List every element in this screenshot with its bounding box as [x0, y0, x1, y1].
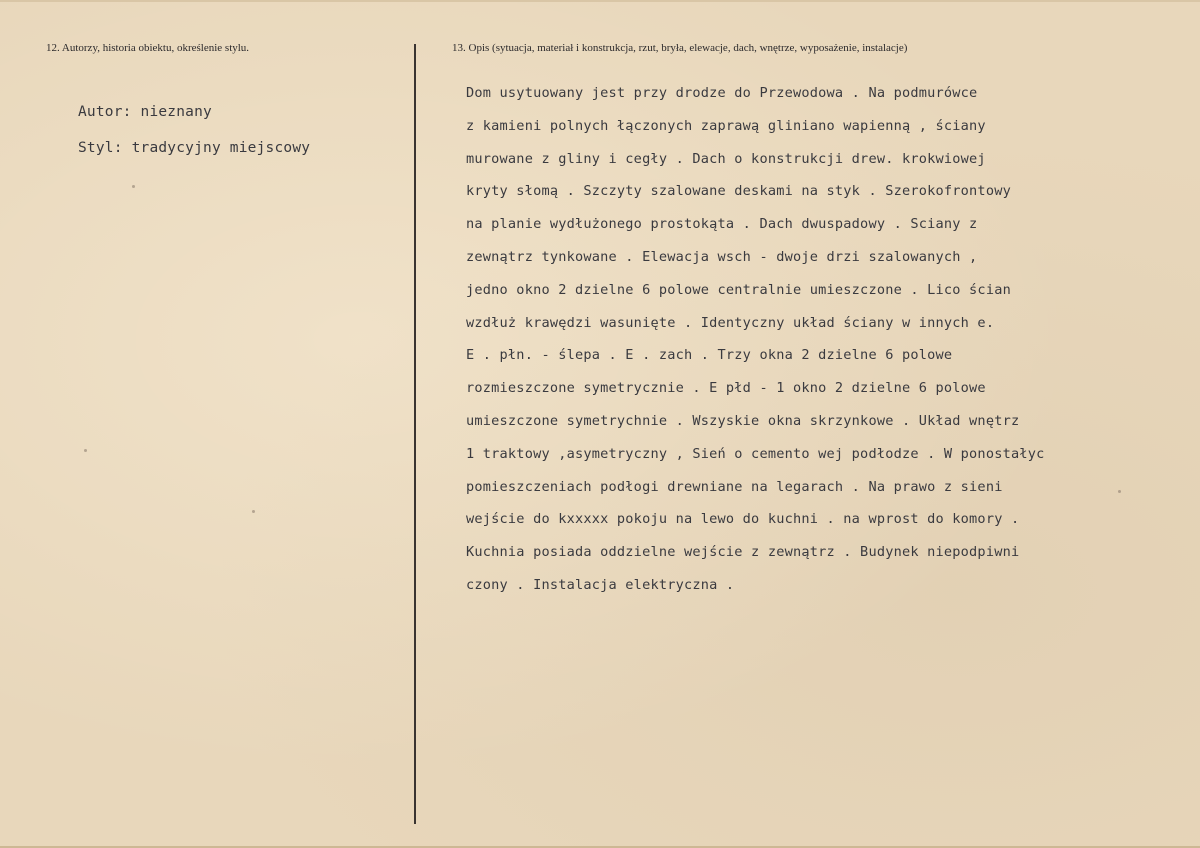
paper-speck: [132, 185, 135, 188]
description-line: pomieszczeniach podłogi drewniane na legarach . Na prawo z sieni: [466, 478, 1003, 495]
description-line: wzdłuż krawędzi wasunięte . Identyczny układ ściany w innych e.: [466, 314, 995, 331]
author-style-section: [78, 94, 310, 166]
field-12-header: 12. Autorzy, historia obiektu, określenie stylu.: [46, 42, 250, 54]
description-line: Kuchnia posiada oddzielne wejście z zewnątrz . Budynek niepodpiwni: [466, 544, 1020, 561]
description-line: zewnątrz tynkowane . Elewacja wsch - dwoje drzi szalowanych ,: [466, 248, 978, 265]
description-line: Dom usytuowany jest przy drodze do Przewodowa . Na podmurówce: [466, 85, 978, 101]
description-line: czony . Instalacja elektryczna .: [466, 576, 735, 593]
field-13-header: 13. Opis (sytuacja, materiał i konstrukcja, rzut, bryła, elewacje, dach, wnętrze, wyposażenie, instalacje): [452, 42, 908, 54]
style-line: Styl: tradycyjny miejscowy: [78, 140, 311, 156]
paper-speck: [252, 510, 255, 513]
description-line: umieszczone symetrychnie . Wszyskie okna skrzynkowe . Układ wnętrz: [466, 412, 1020, 429]
description-line: 1 traktowy ,asymetryczny , Sień o cemento wej podłodze . W ponostałyc: [466, 445, 1045, 462]
author-line: Autor: nieznany: [78, 104, 212, 120]
description-line: rozmieszczone symetrycznie . E płd - 1 okno 2 dzielne 6 polowe: [466, 380, 986, 397]
description-line: E . płn. - ślepa . E . zach . Trzy okna 2 dzielne 6 polowe: [466, 347, 953, 364]
description-text: [466, 77, 1045, 602]
column-divider: [414, 44, 416, 824]
description-line: na planie wydłużonego prostokąta . Dach dwuspadowy . Sciany z: [466, 216, 978, 233]
description-line: wejście do kxxxxx pokoju na lewo do kuchni . na wprost do komory .: [466, 511, 1020, 528]
description-line: kryty słomą . Szczyty szalowane deskami na styk . Szerokofrontowy: [466, 183, 1011, 200]
description-line: jedno okno 2 dzielne 6 polowe centralnie umieszczone . Lico ścian: [466, 281, 1011, 298]
paper-speck: [1118, 490, 1121, 493]
description-line: z kamieni polnych łączonych zaprawą glinianо wapienną , ściany: [466, 117, 986, 134]
paper-speck: [84, 449, 87, 452]
description-line: murowane z gliny i cegły . Dach o konstrukcji drew. krokwiowej: [466, 150, 986, 167]
